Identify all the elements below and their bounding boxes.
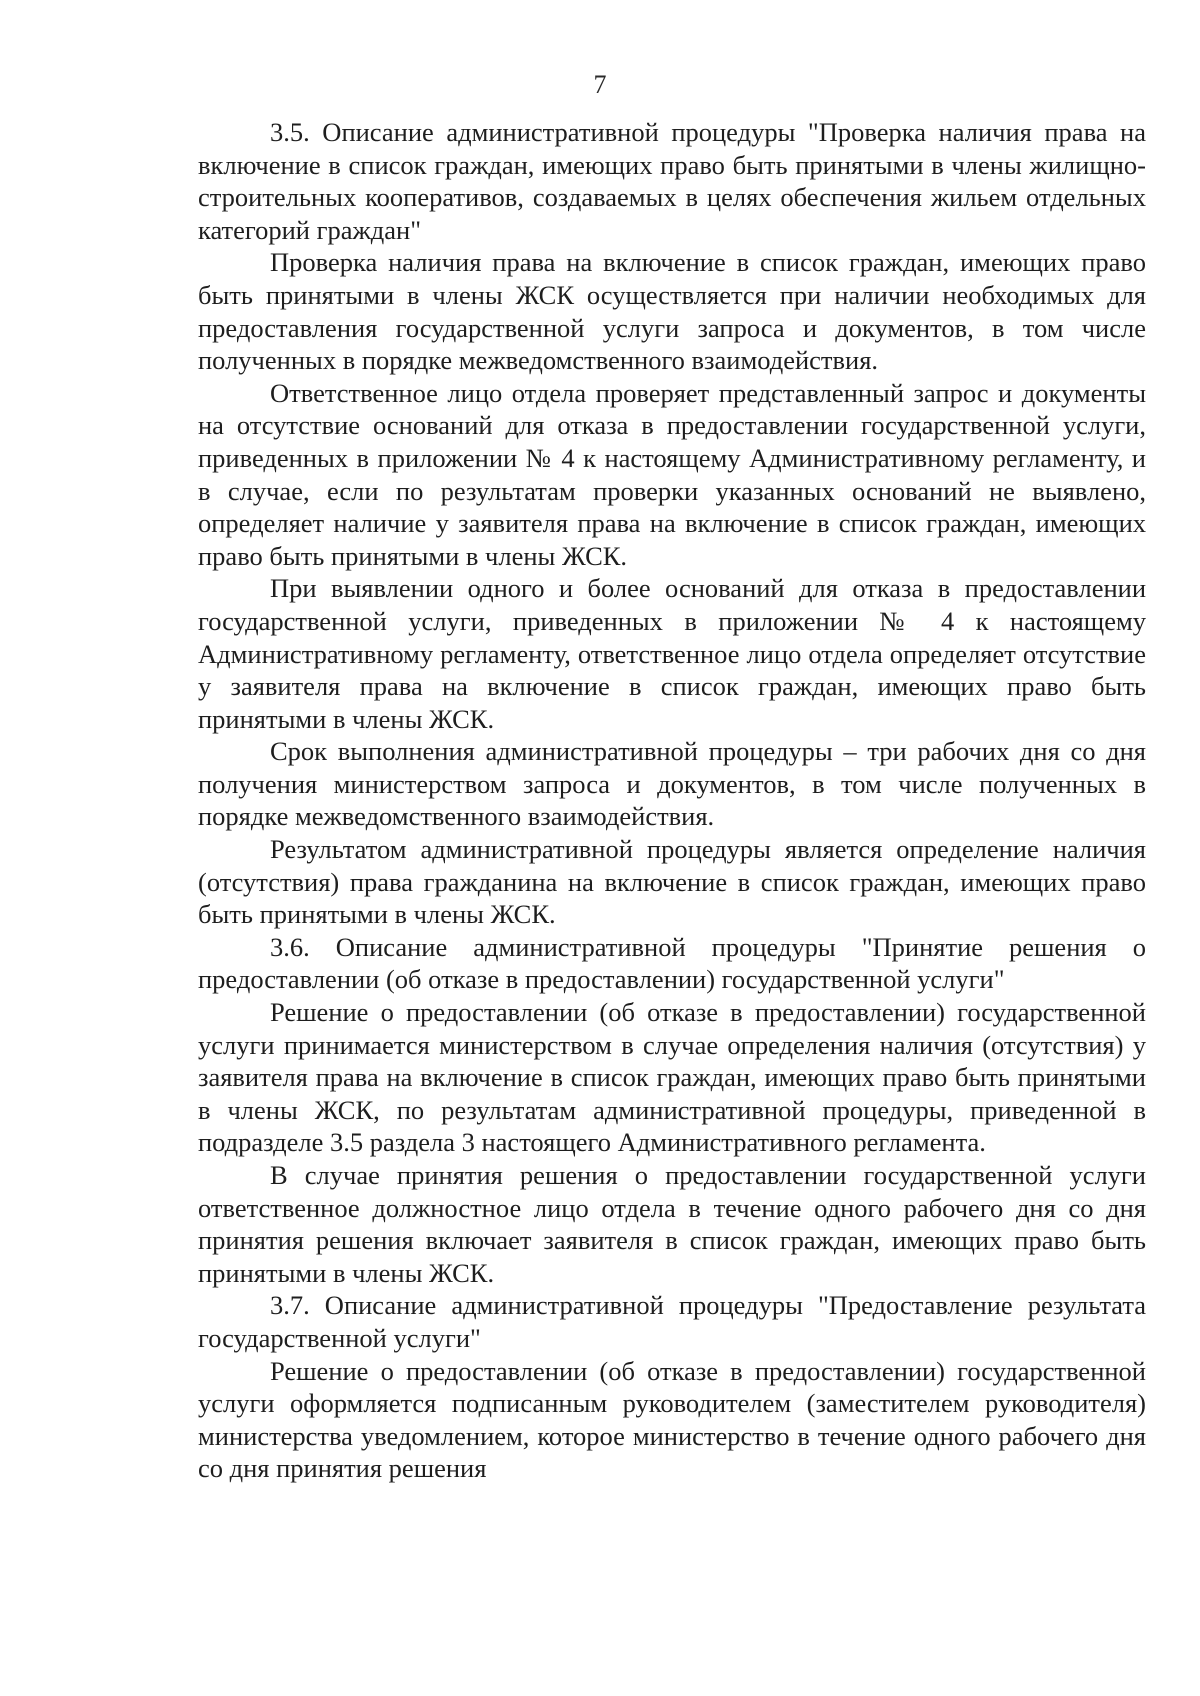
paragraph-eligibility-check: Проверка наличия права на включение в список граждан, имеющих право быть принятыми в члены ЖСК осуществляется при наличии необходимых для предоставления государственной услуги запроса и документов, в том числе полученных в порядке межведомственного взаимодействия. [198, 247, 1146, 376]
section-3-5-heading: 3.5. Описание административной процедуры "Проверка наличия права на включение в список граждан, имеющих право быть принятыми в члены жилищно-строительных кооперативов, создаваемых в целях обеспечения жильем отдельных категорий граждан" [198, 117, 1146, 245]
paragraph-inclusion-in-list: В случае принятия решения о предоставлении государственной услуги ответственное должностное лицо отдела в течение одного рабочего дня со дня принятия решения включает заявителя в список граждан, имеющих право быть принятыми в члены ЖСК. [198, 1160, 1146, 1288]
section-3-7-heading: 3.7. Описание административной процедуры "Предоставление результата государственной услуги" [198, 1290, 1146, 1353]
page-number: 7 [593, 70, 607, 99]
paragraph-result-notification: Решение о предоставлении (об отказе в предоставлении) государственной услуги оформляется подписанным руководителем (заместителем руководителя) министерства уведомлением, которое министерство в течение одного рабочего дня со дня принятия решения [198, 1355, 1146, 1484]
document-body [198, 116, 1146, 1485]
paragraph-decision: Решение о предоставлении (об отказе в предоставлении) государственной услуги принимается министерством в случае определения наличия (отсутствия) у заявителя права на включение в список граждан, имеющих право быть принятыми в члены ЖСК, по результатам административной процедуры, приведенной в подразделе 3.5 раздела 3 настоящего Административного регламента. [198, 997, 1146, 1158]
paragraph-responsible-person-check: Ответственное лицо отдела проверяет представленный запрос и документы на отсутствие оснований для отказа в предоставлении государственной услуги, приведенных в приложении № 4 к настоящему Административному регламенту, и в случае, если по результатам проверки указанных оснований не выявлено, определяет наличие у заявителя права на включение в список граждан, имеющих право быть принятыми в члены ЖСК. [198, 377, 1146, 571]
paragraph-grounds-for-refusal: При выявлении одного и более оснований для отказа в предоставлении государственной услуги, приведенных в приложении № 4 к настоящему Административному регламенту, ответственное лицо отдела определяет отсутствие у заявителя права на включение в список граждан, имеющих право быть принятыми в члены ЖСК. [198, 573, 1146, 734]
paragraph-procedure-deadline: Срок выполнения административной процедуры – три рабочих дня со дня получения министерством запроса и документов, в том числе полученных в порядке межведомственного взаимодействия. [198, 736, 1146, 832]
section-3-6-heading: 3.6. Описание административной процедуры "Принятие решения о предоставлении (об отказе в предоставлении) государственной услуги" [198, 931, 1146, 995]
paragraph-procedure-result: Результатом административной процедуры является определение наличия (отсутствия) права гражданина на включение в список граждан, имеющих право быть принятыми в члены ЖСК. [198, 834, 1146, 930]
